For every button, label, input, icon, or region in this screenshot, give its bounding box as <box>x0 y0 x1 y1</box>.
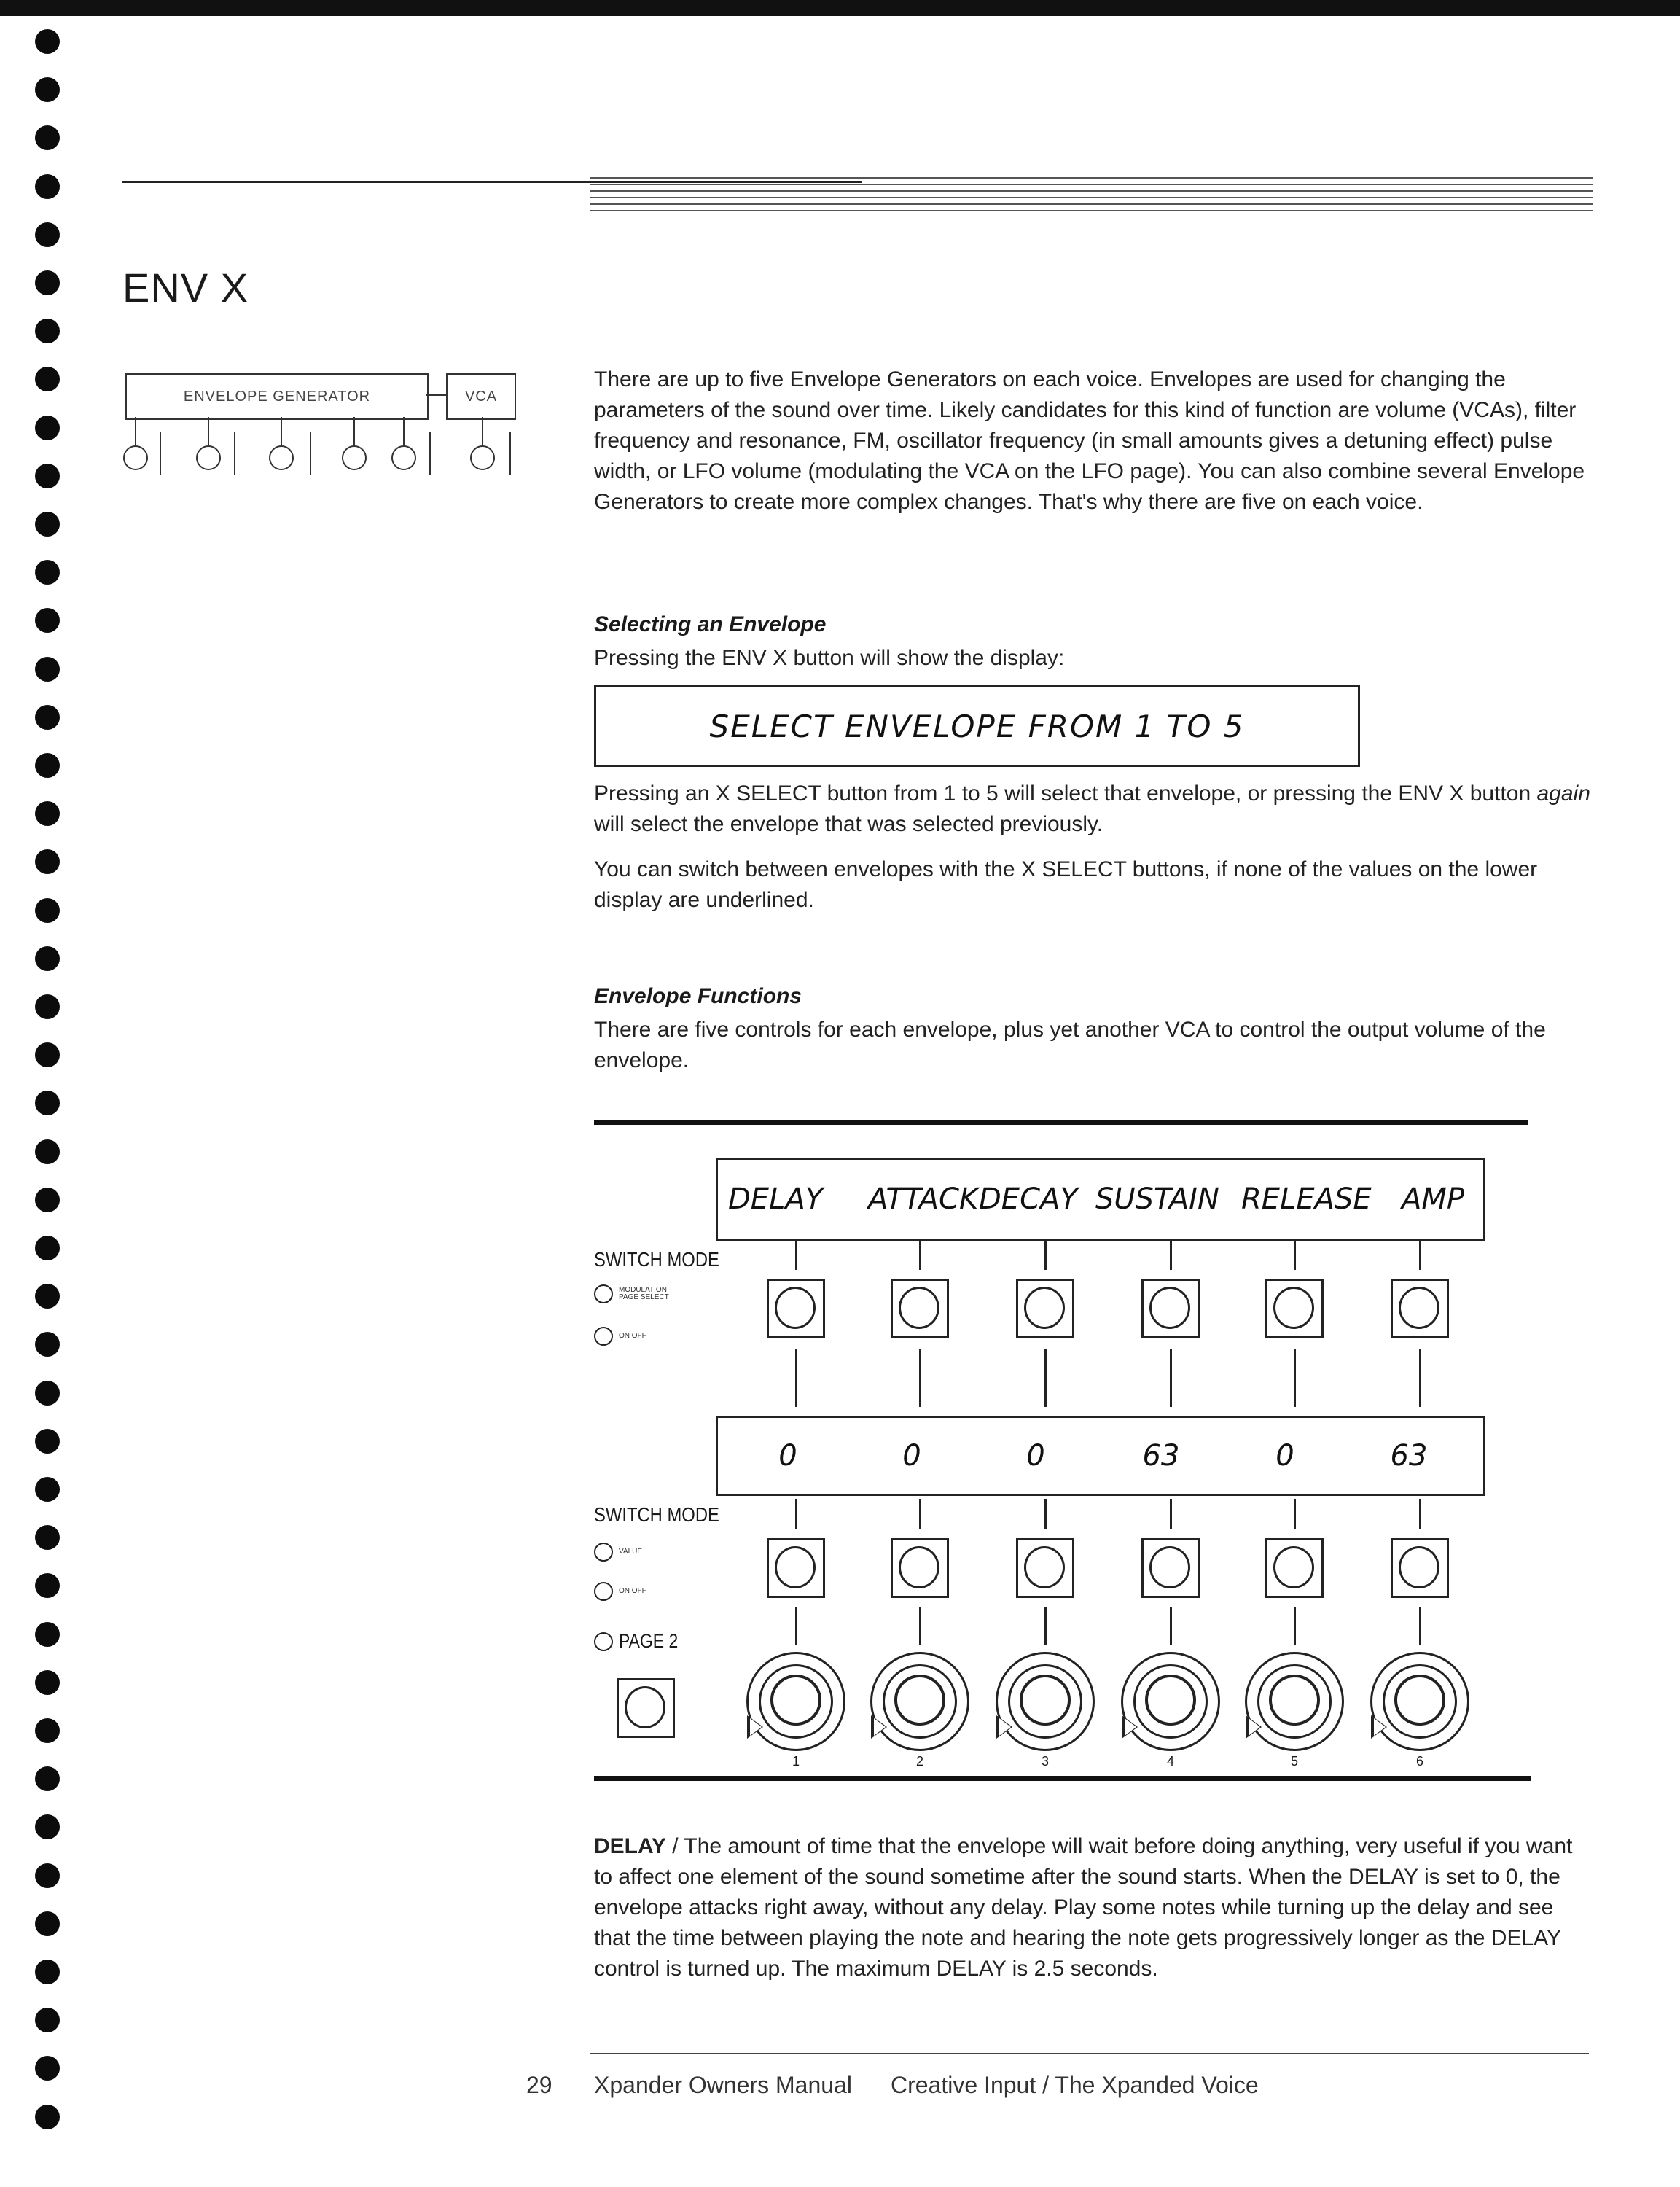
vca-box: VCA <box>446 373 516 420</box>
connector-line <box>919 1349 921 1407</box>
connector-line <box>1170 1607 1172 1645</box>
rotary-knob-2[interactable] <box>870 1652 969 1751</box>
binding-hole <box>35 1622 60 1647</box>
knob-number: 2 <box>915 1754 923 1769</box>
binding-hole <box>35 1139 60 1164</box>
lower-lcd-display <box>716 1416 1485 1496</box>
select-envelope-display: SELECT ENVELOPE FROM 1 TO 5 <box>594 685 1360 767</box>
binding-hole <box>35 1718 60 1743</box>
mode-radio-modulation[interactable]: MODULATION PAGE SELECT <box>594 1284 669 1303</box>
selecting-paragraph-2: You can switch between envelopes with the X SELECT buttons, if none of the values on the lower display are underlined. <box>594 857 1538 912</box>
page-number: 29 <box>526 2072 552 2098</box>
lower-switch-button-2[interactable] <box>891 1538 949 1598</box>
binding-hole <box>35 1911 60 1936</box>
binding-hole <box>35 1042 60 1067</box>
lcd-label-decay: DECAY <box>979 1182 1078 1216</box>
knob-pointer-icon <box>750 1718 762 1736</box>
connector-line <box>1294 1349 1296 1407</box>
connector-line <box>1044 1241 1047 1270</box>
binding-hole <box>35 1332 60 1357</box>
lcd-label-sustain: SUSTAIN <box>1095 1182 1219 1216</box>
knob-pointer-icon <box>874 1718 886 1736</box>
binding-hole <box>35 1477 60 1502</box>
binding-hole <box>35 29 60 54</box>
lcd-label-amp: AMP <box>1402 1182 1464 1216</box>
knob-pointer-icon <box>1374 1718 1386 1736</box>
lower-switch-button-5[interactable] <box>1265 1538 1324 1598</box>
page2-radio[interactable]: PAGE 2 <box>594 1630 689 1653</box>
footer-chapter: Creative Input / The Xpanded Voice <box>891 2072 1259 2098</box>
connector-line <box>795 1607 797 1645</box>
binding-hole <box>35 560 60 585</box>
binding-hole <box>35 416 60 440</box>
knob-number: 6 <box>1415 1754 1423 1769</box>
upper-switch-button-4[interactable] <box>1141 1279 1200 1338</box>
binding-hole <box>35 1766 60 1791</box>
lower-switch-button-4[interactable] <box>1141 1538 1200 1598</box>
panel-top-bar <box>594 1120 1528 1125</box>
lcd-value-attack: 0 <box>902 1439 921 1473</box>
functions-heading: Envelope Functions <box>594 984 802 1008</box>
page2-button[interactable] <box>617 1678 675 1738</box>
rotary-knob-1[interactable] <box>746 1652 845 1751</box>
knob-ring <box>1269 1675 1320 1726</box>
connector-line <box>1044 1349 1047 1407</box>
upper-switch-button-3[interactable] <box>1016 1279 1074 1338</box>
mode-radio-on-off-lower[interactable]: ON OFF <box>594 1582 646 1601</box>
binding-hole <box>35 222 60 247</box>
diagram-knobs <box>117 417 525 512</box>
binding-hole <box>35 898 60 923</box>
knob-ring <box>894 1675 945 1726</box>
lcd-value-amp: 63 <box>1390 1439 1428 1473</box>
connector-line <box>1170 1349 1172 1407</box>
upper-switch-button-5[interactable] <box>1265 1279 1324 1338</box>
knob-ring <box>1394 1675 1445 1726</box>
binding-hole <box>35 319 60 343</box>
binding-hole <box>35 2105 60 2129</box>
section-title: ENV X <box>122 265 249 311</box>
lower-switch-button-6[interactable] <box>1391 1538 1449 1598</box>
binding-hole <box>35 270 60 295</box>
upper-lcd-display <box>716 1158 1485 1241</box>
knob-ring <box>1020 1675 1071 1726</box>
knob-pointer-icon <box>1125 1718 1136 1736</box>
delay-paragraph: DELAY / The amount of time that the envelope will wait before doing anything, very useful if you want to affect one element of the sound sometime after the sound starts. When the DELAY is set to 0, the envelope attacks right away, without any delay. Play some notes while turning up the delay and see that the time between playing the note and hearing the note gets progressively longer as the DELAY control is turned up. The maximum DELAY is 2.5 seconds. <box>594 1834 1573 1981</box>
binding-hole <box>35 753 60 778</box>
knob-number: 5 <box>1290 1754 1298 1769</box>
connector-line <box>1044 1607 1047 1645</box>
lcd-label-attack: ATTACK <box>868 1182 979 1216</box>
knob-pointer-icon <box>999 1718 1011 1736</box>
connector-line <box>919 1499 921 1529</box>
rotary-knob-6[interactable] <box>1370 1652 1469 1751</box>
connector-line <box>1294 1607 1296 1645</box>
connector-line <box>919 1241 921 1270</box>
connector-line <box>795 1499 797 1529</box>
footer-rule <box>590 2053 1589 2054</box>
knob-number: 4 <box>1166 1754 1174 1769</box>
binding-hole <box>35 464 60 488</box>
lower-switch-button-3[interactable] <box>1016 1538 1074 1598</box>
upper-switch-button-6[interactable] <box>1391 1279 1449 1338</box>
binding-hole <box>35 994 60 1019</box>
knob-ring <box>1145 1675 1196 1726</box>
envelope-generator-box: ENVELOPE GENERATOR <box>125 373 429 420</box>
connector-line <box>1170 1499 1172 1529</box>
connector-line <box>795 1241 797 1270</box>
upper-switch-button-1[interactable] <box>767 1279 825 1338</box>
selecting-paragraph-1: Pressing an X SELECT button from 1 to 5 will select that envelope, or pressing the ENV X button again will select the envelope that was selected previously. <box>594 781 1590 836</box>
binding-hole <box>35 77 60 102</box>
binding-hole <box>35 367 60 391</box>
lcd-label-delay: DELAY <box>728 1182 824 1216</box>
connector-line <box>795 1349 797 1407</box>
binding-hole <box>35 608 60 633</box>
lcd-value-release: 0 <box>1275 1439 1294 1473</box>
connector-line <box>1419 1499 1421 1529</box>
diagram-connector <box>426 394 446 396</box>
connector-line <box>1419 1607 1421 1645</box>
switch-mode-label-lower: SWITCH MODE <box>594 1503 719 1526</box>
connector-line <box>919 1607 921 1645</box>
binding-hole <box>35 174 60 199</box>
selecting-heading: Selecting an Envelope <box>594 612 827 636</box>
binding-hole <box>35 512 60 537</box>
mode-radio-on-off-upper[interactable]: ON OFF <box>594 1327 646 1346</box>
rotary-knob-5[interactable] <box>1245 1652 1344 1751</box>
connector-line <box>1294 1499 1296 1529</box>
knob-pointer-icon <box>1249 1718 1260 1736</box>
binding-hole <box>35 946 60 971</box>
binding-hole <box>35 705 60 730</box>
connector-line <box>1294 1241 1296 1270</box>
selecting-lead: Pressing the ENV X button will show the display: <box>594 646 1065 670</box>
lcd-value-decay: 0 <box>1026 1439 1045 1473</box>
binding-hole <box>35 1863 60 1888</box>
functions-paragraph: There are five controls for each envelope, plus yet another VCA to control the output volume of the envelope. <box>594 1018 1546 1072</box>
binding-hole <box>35 2056 60 2081</box>
scan-top-border <box>0 0 1680 16</box>
mode-radio-value[interactable]: VALUE <box>594 1543 642 1562</box>
connector-line <box>1419 1349 1421 1407</box>
binding-hole <box>35 1188 60 1212</box>
binding-hole <box>35 1236 60 1260</box>
binding-hole <box>35 1525 60 1550</box>
binding-hole <box>35 1381 60 1406</box>
knob-number: 3 <box>1041 1754 1049 1769</box>
binding-hole <box>35 125 60 150</box>
binding-hole <box>35 1670 60 1695</box>
upper-switch-button-2[interactable] <box>891 1279 949 1338</box>
knob-number: 1 <box>792 1754 800 1769</box>
spiral-binding <box>35 29 61 2172</box>
binding-hole <box>35 1814 60 1839</box>
binding-hole <box>35 801 60 826</box>
footer-manual-title: Xpander Owners Manual <box>594 2072 852 2098</box>
connector-line <box>1170 1241 1172 1270</box>
lcd-value-sustain: 63 <box>1142 1439 1180 1473</box>
rotary-knob-4[interactable] <box>1121 1652 1220 1751</box>
header-stripes <box>590 177 1593 215</box>
binding-hole <box>35 657 60 682</box>
intro-paragraph: There are up to five Envelope Generators on each voice. Envelopes are used for changing the parameters of the sound over time. Likely candidates for this kind of function are volume (VCAs), filter frequency and resonance, FM, oscillator frequency (in small amounts gives a detuning effect) pulse width, or LFO volume (modulating the VCA on the LFO page). You can also combine several Envelope Generators to create more complex changes. That's why there are five on each voice. <box>594 367 1585 514</box>
lcd-label-release: RELEASE <box>1241 1182 1372 1216</box>
binding-hole <box>35 1284 60 1309</box>
panel-bottom-bar <box>594 1776 1531 1781</box>
binding-hole <box>35 2008 60 2032</box>
binding-hole <box>35 1429 60 1454</box>
lower-switch-button-1[interactable] <box>767 1538 825 1598</box>
connector-line <box>1419 1241 1421 1270</box>
lcd-value-delay: 0 <box>778 1439 797 1473</box>
binding-hole <box>35 1091 60 1115</box>
binding-hole <box>35 849 60 874</box>
connector-line <box>1044 1499 1047 1529</box>
binding-hole <box>35 1573 60 1598</box>
rotary-knob-3[interactable] <box>996 1652 1095 1751</box>
switch-mode-label-upper: SWITCH MODE <box>594 1248 719 1271</box>
knob-ring <box>770 1675 821 1726</box>
binding-hole <box>35 1960 60 1984</box>
